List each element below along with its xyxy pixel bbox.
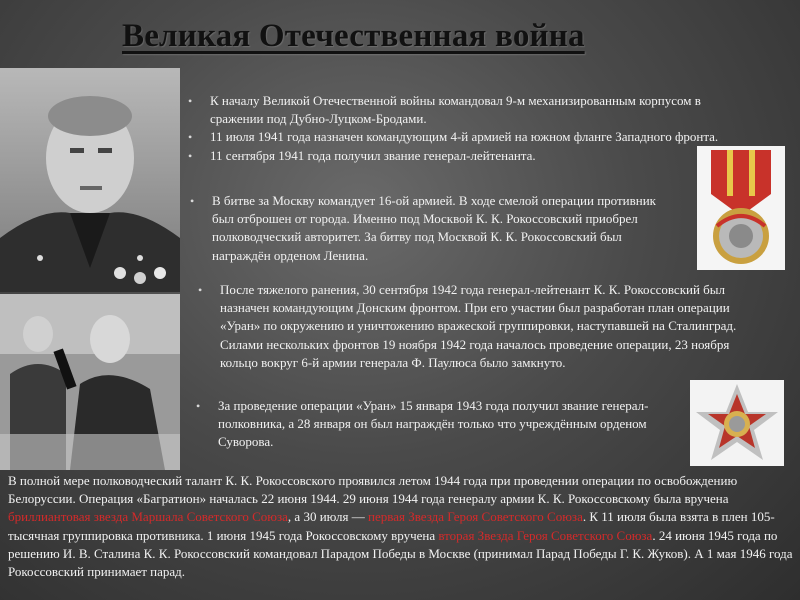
text-block-2 xyxy=(190,192,670,265)
list-item: • К началу Великой Отечественной войны командовал 9-м механизированным корпусом в сражении под Дубно-Луцком-Бродами. xyxy=(188,93,701,127)
list-item: • В битве за Москву командует 16-ой армией. В ходе смелой операции противник был отброшен от города. Именно под Москвой К. К. Рокоссовский приобрел полководческий авторитет. За битву под Москвой К. К. Рокоссовский был награждён орденом Ленина. xyxy=(190,193,656,263)
red-highlight: бриллиантовая звезда Маршала Советского Союза xyxy=(8,509,288,525)
text-block-1 xyxy=(188,92,748,165)
list-item: • За проведение операции «Уран» 15 января 1943 года получил звание генерал-полковника, а 28 января он был награждён только что учреждённым орденом Суворова. xyxy=(196,398,649,450)
bullet-icon: • xyxy=(190,194,195,208)
bullet-icon: • xyxy=(198,283,203,297)
bullet-icon: • xyxy=(188,94,193,108)
bullet-icon: • xyxy=(188,148,193,163)
red-highlight: вторая Звезда Героя Советского Союза xyxy=(438,527,653,543)
list-item: • 11 сентября 1941 года получил звание генерал-лейтенанта. xyxy=(188,147,748,165)
list-item: • После тяжелого ранения, 30 сентября 1942 года генерал-лейтенант К. К. Рокоссовский был назначен командующим Донским фронтом. При его участии был разработан план операции «Уран» по окружению и уничтожению вражеской группировки, наступавшей на Сталинград. Силами нескольких фронтов 19 ноября 1942 года началось проведение операции, 23 ноября кольцо вокруг 6-й армии генерала Ф. Паулюса было замкнуто. xyxy=(198,282,737,370)
list-item: • 11 июля 1941 года назначен командующим 4-й армией на южном фланге Западного фронта. xyxy=(188,128,748,146)
bottom-paragraph: В полной мере полководческий талант К. К. Рокоссовского проявился летом 1944 года при проведении операции по освобождению Белоруссии. Операция «Багратион» началась 22 июня 1944. 29 июня 1944 года генералу армии К. К. Рокоссовскому была вручена бриллиантовая звезда Маршала Советского Союза, а 30 июля — первая Звезда Героя Советского Союза. К 11 июля была взята в плен 105-тысячная группировка противника. 1 июня 1945 года Рокоссовскому вручена вторая Звезда Героя Советского Союза. 24 июня 1945 года по решению И. В. Сталина К. К. Рокоссовский командовал Парадом Победы в Москве (принимал Парад Победы Г. К. Жуков). А 1 мая 1946 года Рокоссовский принимает парад. xyxy=(8,473,793,580)
red-highlight: первая Звезда Героя Советского Союза xyxy=(368,509,583,525)
portrait-photo xyxy=(0,68,180,292)
text-block-4 xyxy=(196,397,652,452)
bullet-icon: • xyxy=(196,399,201,413)
order-of-suvorov-image xyxy=(690,380,784,466)
bullet-icon: • xyxy=(188,130,193,145)
text-block-3 xyxy=(198,281,770,372)
field-photo xyxy=(0,294,180,470)
page-title: Великая Отечественная война xyxy=(122,18,585,54)
